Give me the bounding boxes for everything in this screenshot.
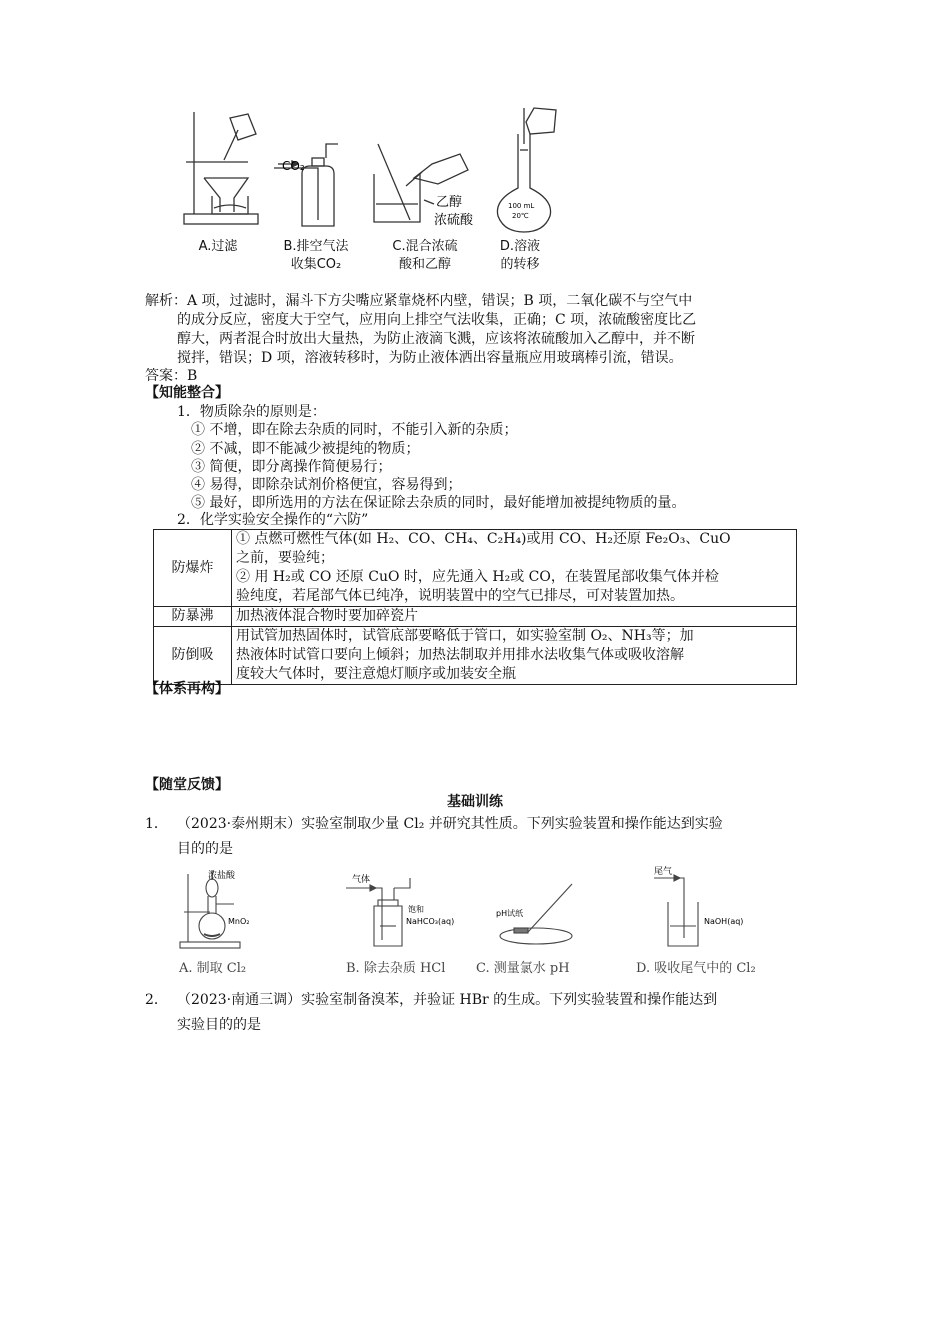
- gas-collection-bottle: [274, 144, 338, 226]
- table-row: [154, 627, 797, 685]
- conc-acid-label: 浓硫酸: [434, 213, 474, 228]
- q1-option-a: A. 制取 Cl₂: [179, 961, 247, 976]
- caption-a: A.过滤: [198, 239, 238, 254]
- q2-stem-cont: 实验目的的是: [177, 1017, 261, 1033]
- principle-title: 1．物质除杂的原则是：: [177, 404, 326, 420]
- caption-c: C.混合浓硫 酸和乙醇: [392, 239, 458, 272]
- system-heading: 【体系再构】: [145, 681, 229, 697]
- q1-option-d: D. 吸收尾气中的 Cl₂: [636, 961, 756, 976]
- q1-option-b: B. 除去杂质 HCl: [346, 961, 446, 976]
- row-head: 防爆炸: [154, 530, 232, 607]
- table-row: [154, 607, 797, 627]
- row-body: ① 点燃可燃性气体(如 H₂、CO、CH₄、C₂H₄)或用 CO、H₂还原 Fe₂O₃、CuO 之前，要验纯； ② 用 H₂或 CO 还原 CuO 时，应先通入 H₂或 CO，在装置尾部收集气体并检 验纯度，若尾部气体已纯净，说明装置中的空气已排尽，可对装置加热。: [232, 530, 797, 607]
- tail-gas-label: 尾气: [654, 867, 673, 877]
- flask-temp-label: 20℃: [512, 212, 529, 220]
- table-row: [154, 530, 797, 607]
- conc-hcl-label: 浓盐酸: [208, 871, 236, 881]
- analysis-line: 解析：A 项，过滤时，漏斗下方尖嘴应紧靠烧杯内壁，错误；B 项，二氧化碳不与空气中: [145, 293, 693, 309]
- analysis-line: 的成分反应，密度大于空气，应用向上排空气法收集，正确；C 项，浓硫酸密度比乙: [177, 312, 697, 328]
- row-body: 用试管加热固体时，试管底部要略低于管口，如实验室制 O₂、NH₃等；加 热液体时试管口要向上倾斜；加热法制取并用排水法收集气体或吸收溶解 度较大气体时，要注意熄灯顺序或加装安全瓶: [232, 627, 797, 685]
- gas-label: 气体: [352, 875, 371, 885]
- filtration-apparatus: [184, 112, 258, 224]
- flask-volume-label: 100 mL: [508, 202, 535, 210]
- saturated-label: 饱和: [408, 905, 424, 914]
- mixing-beaker: [374, 144, 468, 222]
- row-head: 防暴沸: [154, 607, 232, 627]
- chlorine-generator: [180, 870, 240, 948]
- principle-item: ⑤ 最好，即所选用的方法在保证除去杂质的同时，最好能增加被提纯物质的量。: [191, 495, 686, 511]
- subheading: 基础训练: [447, 794, 503, 810]
- co2-label: CO₂: [282, 159, 305, 173]
- q2-number: 2．: [145, 992, 168, 1008]
- q1-stem-cont: 目的的是: [177, 841, 233, 857]
- q1-number: 1．: [145, 816, 168, 832]
- six-prevention-title: 2．化学实验安全操作的“六防”: [177, 512, 369, 528]
- knowledge-heading: 【知能整合】: [145, 385, 229, 401]
- q1-apparatus-figure: [176, 866, 796, 954]
- mno2-label: MnO₂: [228, 917, 250, 926]
- feedback-heading: 【随堂反馈】: [145, 777, 229, 793]
- q1-option-c: C. 测量氯水 pH: [476, 961, 570, 976]
- ethanol-label: 乙醇: [436, 195, 463, 210]
- q1-stem: （2023·泰州期末）实验室制取少量 Cl₂ 并研究其性质。下列实验装置和操作能达到实验: [177, 816, 723, 832]
- analysis-line: 醇大，两者混合时放出大量热，为防止液滴飞溅，应该将浓硫酸加入乙醇中，并不断: [177, 331, 695, 347]
- wash-bottle: [346, 878, 410, 946]
- nahco3-label: NaHCO₃(aq): [406, 917, 455, 926]
- q2-stem: （2023·南通三调）实验室制备溴苯，并验证 HBr 的生成。下列实验装置和操作能达到: [177, 992, 718, 1008]
- principle-item: ① 不增，即在除去杂质的同时，不能引入新的杂质；: [191, 422, 518, 438]
- naoh-label: NaOH(aq): [704, 917, 744, 926]
- answer-line: 答案：B: [145, 368, 198, 384]
- principle-item: ② 不减，即不能减少被提纯的物质；: [191, 441, 420, 457]
- caption-d: D.溶液 的转移: [499, 239, 541, 272]
- row-head: 防倒吸: [154, 627, 232, 685]
- absorption-beaker: [654, 875, 698, 946]
- safety-table: [153, 529, 797, 685]
- analysis-line: 搅拌，错误；D 项，溶液转移时，为防止液体洒出容量瓶应用玻璃棒引流，错误。: [177, 350, 683, 366]
- principle-item: ③ 简便，即分离操作简便易行；: [191, 459, 392, 475]
- ph-paper-label: pH试纸: [496, 909, 524, 918]
- top-apparatus-figure: [178, 104, 578, 244]
- principle-item: ④ 易得，即除杂试剂价格便宜，容易得到；: [191, 477, 462, 493]
- row-body: 加热液体混合物时要加碎瓷片: [232, 607, 797, 627]
- caption-b: B.排空气法 收集CO₂: [283, 239, 349, 272]
